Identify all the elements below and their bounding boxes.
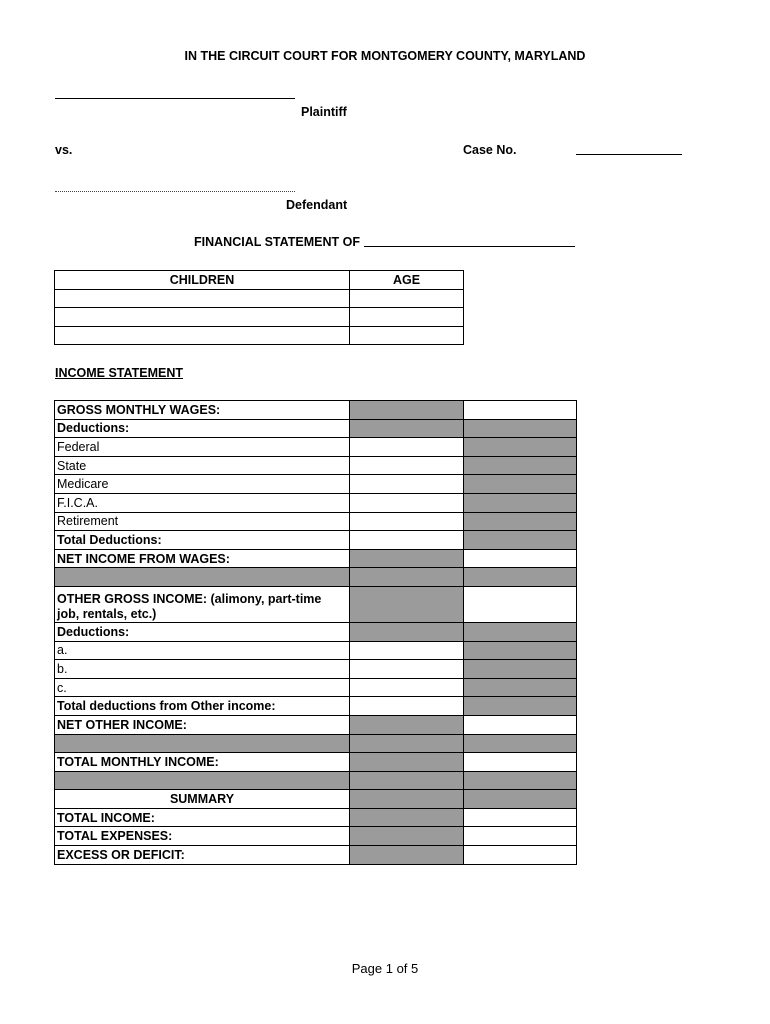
deduction-b-label: b. [55,660,350,679]
shaded-cell [350,790,464,809]
children-header: CHILDREN [55,271,350,290]
shaded-cell [350,401,464,420]
amount-cell[interactable] [350,660,464,679]
shaded-cell [350,827,464,846]
spacer-row [55,568,577,587]
amount-cell[interactable] [350,697,464,716]
total-deductions-label: Total Deductions: [55,531,350,550]
statement-title: FINANCIAL STATEMENT OF [194,235,360,249]
amount-cell[interactable] [464,808,577,827]
table-row [55,531,577,550]
amount-cell[interactable] [464,846,577,865]
amount-cell[interactable] [350,438,464,457]
spacer-row [55,734,577,753]
total-income-label: TOTAL INCOME: [55,808,350,827]
shaded-cell [464,678,577,697]
table-row [55,326,464,345]
deduction-c-label: c. [55,678,350,697]
amount-cell[interactable] [350,456,464,475]
table-row [55,438,577,457]
table-row [55,456,577,475]
shaded-cell [350,419,464,438]
shaded-cell [464,622,577,641]
shaded-cell [55,734,350,753]
table-row [55,697,577,716]
shaded-cell [464,568,577,587]
amount-cell[interactable] [350,493,464,512]
federal-label: Federal [55,438,350,457]
shaded-cell [350,549,464,568]
total-expenses-label: TOTAL EXPENSES: [55,827,350,846]
shaded-cell [464,456,577,475]
shaded-cell [464,419,577,438]
table-row [55,308,464,327]
table-row [55,549,577,568]
child-age-cell[interactable] [350,289,464,308]
total-other-deductions-label: Total deductions from Other income: [55,697,350,716]
table-row [55,808,577,827]
summary-heading: SUMMARY [55,790,350,809]
shaded-cell [464,771,577,790]
excess-deficit-label: EXCESS OR DEFICIT: [55,846,350,865]
shaded-cell [464,697,577,716]
age-header: AGE [350,271,464,290]
plaintiff-name-line[interactable] [55,98,295,99]
amount-cell[interactable] [464,401,577,420]
state-label: State [55,456,350,475]
shaded-cell [350,753,464,772]
table-row [55,401,577,420]
case-no-label: Case No. [463,143,517,157]
shaded-cell [464,475,577,494]
amount-cell[interactable] [350,531,464,550]
shaded-cell [464,790,577,809]
shaded-cell [350,586,464,622]
page-number: Page 1 of 5 [351,961,419,976]
shaded-cell [350,715,464,734]
child-name-cell[interactable] [55,308,350,327]
total-monthly-income-label: TOTAL MONTHLY INCOME: [55,753,350,772]
shaded-cell [464,512,577,531]
children-header-row [55,271,464,290]
other-deductions-label: Deductions: [55,622,350,641]
spacer-row [55,771,577,790]
income-section-title: INCOME STATEMENT [55,366,184,380]
amount-cell[interactable] [464,827,577,846]
table-row [55,289,464,308]
amount-cell[interactable] [464,549,577,568]
shaded-cell [350,846,464,865]
statement-name-line[interactable] [364,246,575,247]
table-row [55,678,577,697]
shaded-cell [464,641,577,660]
shaded-cell [464,493,577,512]
shaded-cell [55,771,350,790]
table-row [55,715,577,734]
defendant-label: Defendant [286,198,348,212]
amount-cell[interactable] [350,512,464,531]
amount-cell[interactable] [350,641,464,660]
table-row [55,493,577,512]
child-age-cell[interactable] [350,308,464,327]
table-row [55,641,577,660]
deduction-a-label: a. [55,641,350,660]
amount-cell[interactable] [464,753,577,772]
shaded-cell [464,531,577,550]
child-age-cell[interactable] [350,326,464,345]
table-row [55,660,577,679]
table-row [55,419,577,438]
shaded-cell [350,734,464,753]
medicare-label: Medicare [55,475,350,494]
shaded-cell [464,660,577,679]
gross-wages-label: GROSS MONTHLY WAGES: [55,401,350,420]
shaded-cell [464,438,577,457]
income-table [54,400,577,865]
amount-cell[interactable] [464,586,577,622]
table-row [55,846,577,865]
amount-cell[interactable] [350,475,464,494]
table-row [55,512,577,531]
shaded-cell [350,808,464,827]
child-name-cell[interactable] [55,289,350,308]
shaded-cell [464,734,577,753]
table-row [55,586,577,622]
children-table [54,270,464,345]
amount-cell[interactable] [350,678,464,697]
retirement-label: Retirement [55,512,350,531]
plaintiff-label: Plaintiff [301,105,347,119]
other-gross-income-label: OTHER GROSS INCOME: (alimony, part-time job, rentals, etc.) [55,586,350,622]
shaded-cell [55,568,350,587]
net-income-wages-label: NET INCOME FROM WAGES: [55,549,350,568]
amount-cell[interactable] [464,715,577,734]
child-name-cell[interactable] [55,326,350,345]
shaded-cell [350,771,464,790]
table-row [55,753,577,772]
table-row [55,790,577,809]
table-row [55,622,577,641]
deductions-label: Deductions: [55,419,350,438]
fica-label: F.I.C.A. [55,493,350,512]
table-row [55,475,577,494]
table-row [55,827,577,846]
vs-label: vs. [55,143,73,157]
court-title: IN THE CIRCUIT COURT FOR MONTGOMERY COUNTY, MARYLAND [184,49,586,63]
case-no-line[interactable] [576,154,682,155]
defendant-name-line[interactable] [55,191,295,192]
shaded-cell [350,622,464,641]
shaded-cell [350,568,464,587]
net-other-income-label: NET OTHER INCOME: [55,715,350,734]
